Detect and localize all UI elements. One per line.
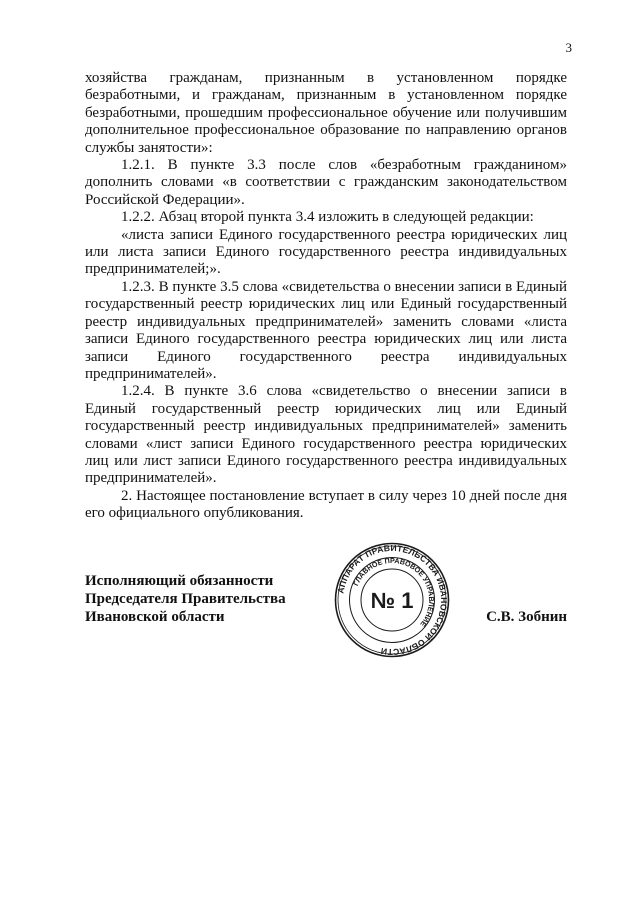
paragraph: 1.2.4. В пункте 3.6 слова «свидетельство о внесении записи в Единый государственный реестр юридических лиц или Единый государственный реестр индивидуальных предпринимателей» заменить словами «лист записи Единого государственного реестра юридических лиц или лист записи Единого государственного реестра индивидуальных предпринимателей». (85, 383, 567, 487)
paragraph: 1.2.2. Абзац второй пункта 3.4 изложить в следующей редакции: (121, 209, 534, 226)
seal-graphic (334, 542, 450, 658)
document-body (85, 70, 567, 523)
paragraph: хозяйства гражданам, признанным в установленном порядке безработными, и гражданам, признанным в установленном порядке безработными, прошедшим профессиональное обучение или получившим дополнительное профессиональное образование по направлению органов службы занятости»: (85, 70, 567, 156)
signatory-title-line: Ивановской области (85, 609, 225, 625)
seal-outer-text: АППАРАТ ПРАВИТЕЛЬСТВА ИВАНОВСКОЙ ОБЛАСТИ (335, 542, 450, 658)
signatory-title-line: Исполняющий обязанности (85, 573, 274, 589)
paragraph: 2. Настоящее постановление вступает в силу через 10 дней после дня его официального опубликования. (85, 487, 567, 522)
signatory-name: С.В. Зобнин (486, 609, 567, 625)
signatory-title (85, 572, 286, 626)
paragraph: «листа записи Единого государственного реестра юридических лиц или листа записи Единого государственного реестра индивидуальных предпринимателей;». (85, 226, 567, 278)
paragraph: 1.2.3. В пункте 3.5 слова «свидетельства о внесении записи в Единый государственный реестр юридических лиц или Единый государственный реестр индивидуальных предпринимателей» заменить словами «листа записи Единого государственного реестра юридических лиц или листа записи Единого государственного реестра индивидуальных предпринимателей». (85, 278, 567, 382)
seal-inner-text: ГЛАВНОЕ ПРАВОВОЕ УПРАВЛЕНИЕ (351, 555, 437, 629)
official-seal (334, 542, 450, 658)
signatory-title-line: Председателя Правительства (85, 591, 286, 607)
seal-center-number: № 1 (370, 588, 414, 613)
page-number: 3 (565, 40, 572, 55)
paragraph: 1.2.1. В пункте 3.3 после слов «безработным гражданином» дополнить словами «в соответствии с гражданским законодательством Российской Федерации». (85, 157, 567, 208)
